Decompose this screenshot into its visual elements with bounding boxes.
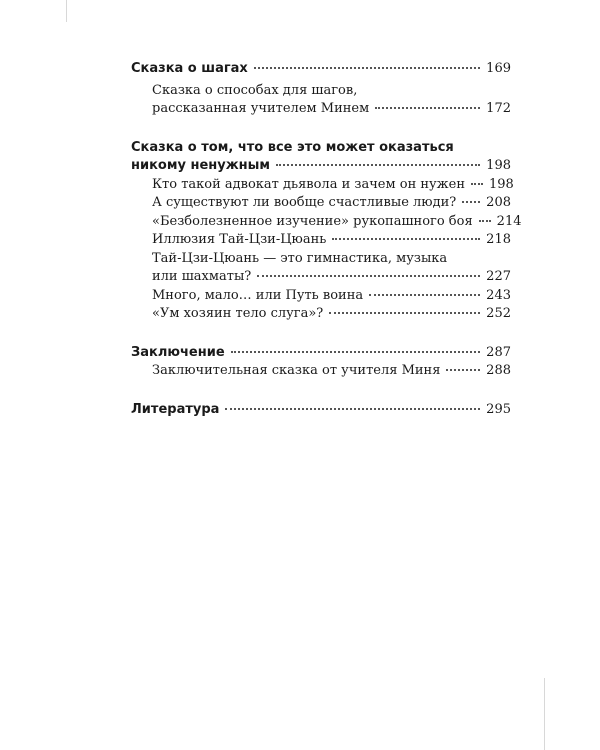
dot-leader (231, 351, 481, 353)
toc-entry-text: Сказка о способах для шагов, (152, 82, 358, 98)
toc-entry-text: рассказанная учителем Минем (152, 101, 370, 116)
page-number: 252 (486, 306, 511, 321)
toc-heading (131, 344, 511, 363)
dot-leader (276, 164, 480, 166)
dot-leader (471, 183, 483, 185)
toc-heading (131, 157, 511, 176)
toc-entry-text: «Ум хозяин тело слуга»? (152, 306, 324, 321)
toc-entry-text: или шахматы? (152, 269, 252, 284)
toc-heading-text: никому ненужным (131, 158, 271, 173)
toc-entry (131, 194, 511, 213)
toc-entry-text: Иллюзия Тай-Цзи-Цюань (152, 232, 327, 247)
page-edge-right (544, 678, 545, 750)
toc-entry (131, 362, 511, 381)
toc-entry (131, 305, 511, 324)
toc-heading-line (131, 139, 511, 158)
toc-entry-text: Тай-Цзи-Цюань — это гимнастика, музыка (152, 250, 448, 266)
page-number: 295 (486, 401, 511, 417)
toc-section (131, 401, 511, 420)
dot-leader (375, 107, 480, 109)
toc-entry (131, 176, 514, 195)
page-number: 227 (486, 269, 511, 284)
page-number: 218 (486, 232, 511, 247)
toc-entry-text: Заключительная сказка от учителя Миня (152, 363, 441, 378)
page-number: 287 (486, 344, 511, 360)
dot-leader (254, 67, 480, 69)
dot-leader (446, 369, 480, 371)
toc-heading-text: Сказка о том, что все это может оказаться (131, 139, 454, 155)
table-of-contents (131, 60, 522, 419)
dot-leader (369, 294, 480, 296)
toc-section (131, 60, 511, 119)
page-number: 198 (486, 158, 511, 173)
toc-entry-text: Кто такой адвокат дьявола и зачем он нужен (152, 176, 465, 192)
dot-leader (257, 275, 480, 277)
toc-entry (131, 213, 522, 232)
toc-entry-text: А существуют ли вообще счастливые люди? (152, 195, 457, 210)
dot-leader (332, 238, 480, 240)
toc-entry-text: Много, мало… или Путь воина (152, 287, 364, 303)
page-number: 243 (486, 287, 511, 303)
toc-entry-text: «Безболезненное изучение» рукопашного боя (152, 213, 473, 229)
dot-leader (225, 408, 480, 410)
toc-heading-text: Заключение (131, 344, 225, 360)
toc-section (131, 344, 511, 381)
toc-section (131, 139, 522, 324)
toc-entry-line (131, 250, 511, 269)
page-number: 198 (489, 176, 514, 192)
page-number: 208 (486, 195, 511, 210)
dot-leader (479, 220, 491, 222)
dot-leader (462, 201, 480, 203)
toc-heading-text: Литература (131, 401, 220, 417)
toc-heading-text: Сказка о шагах (131, 61, 248, 76)
toc-entry-line (131, 82, 511, 101)
page-edge-left (66, 0, 67, 22)
toc-entry (131, 268, 511, 287)
toc-entry (131, 231, 511, 250)
toc-entry (131, 100, 511, 119)
toc-heading (131, 401, 511, 420)
page-number: 169 (486, 61, 511, 76)
toc-heading (131, 60, 511, 79)
dot-leader (329, 312, 480, 314)
page-number: 172 (486, 101, 511, 116)
page-number: 288 (486, 363, 511, 378)
page-number: 214 (496, 213, 522, 229)
toc-entry (131, 287, 511, 306)
